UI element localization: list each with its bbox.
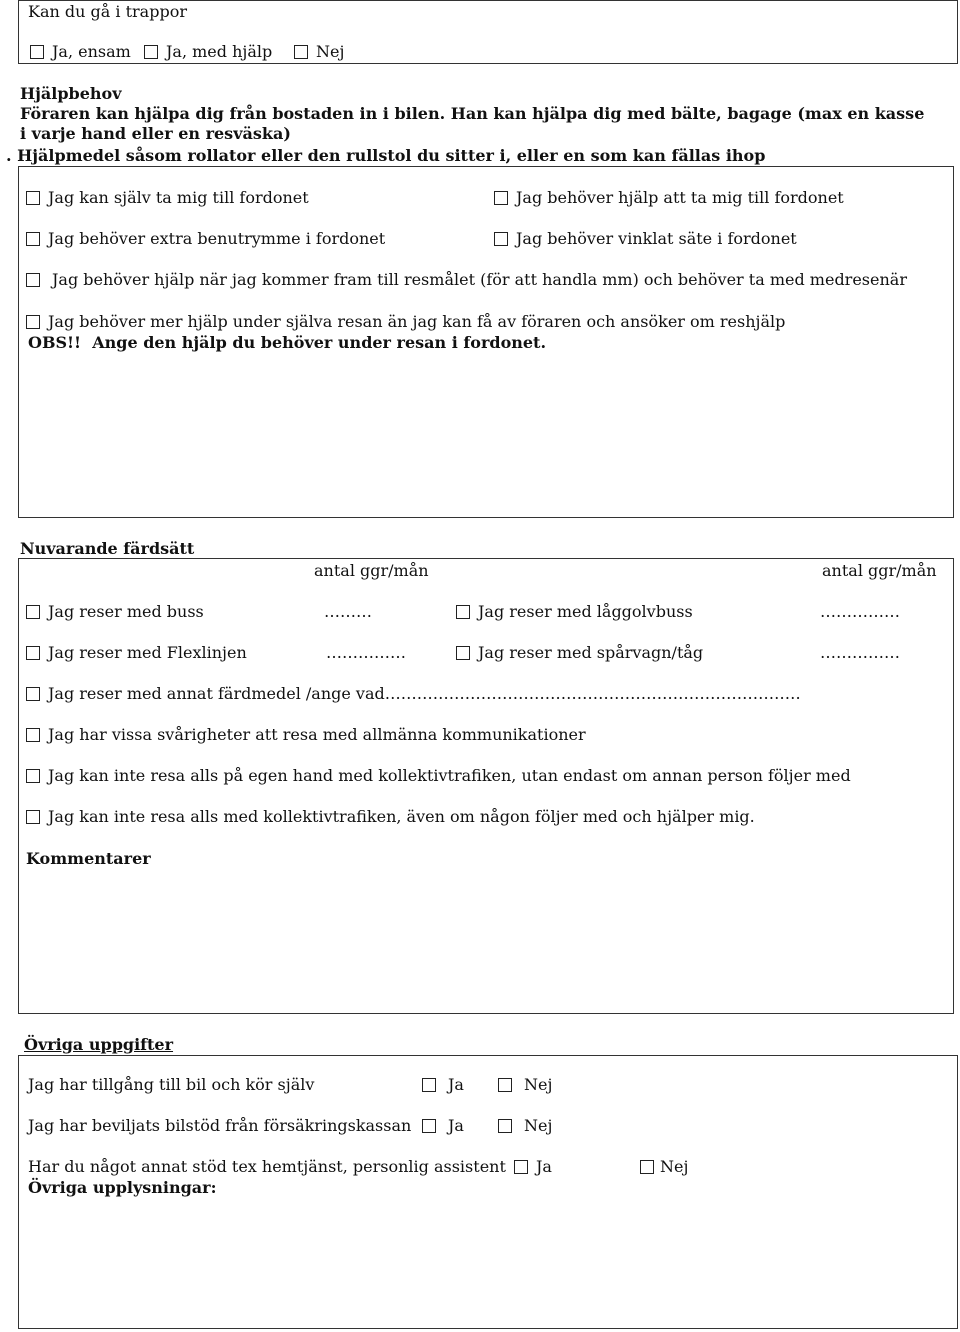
help-text-line1: Föraren kan hjälpa dig från bostaden in i bilen. Han kan hjälpa dig med bälte, bagage (max en kasse: [20, 104, 925, 123]
checkbox[interactable]: [514, 1160, 528, 1174]
checkbox[interactable]: [26, 605, 40, 619]
obs-text: Ange den hjälp du behöver under resan i fordonet.: [92, 333, 547, 352]
checkbox[interactable]: [26, 273, 40, 287]
help-option-legroom[interactable]: [26, 229, 385, 249]
car-yes-option[interactable]: [422, 1075, 464, 1095]
checkbox[interactable]: [498, 1119, 512, 1133]
travel-option-flexlinjen[interactable]: [26, 643, 247, 663]
option-label: Jag behöver extra benutrymme i fordonet: [48, 229, 386, 248]
option-label: Ja: [536, 1157, 552, 1176]
grant-yes-option[interactable]: [422, 1116, 464, 1136]
flex-frequency-field[interactable]: ……………: [326, 643, 406, 662]
checkbox[interactable]: [144, 45, 158, 59]
option-label: Jag reser med spårvagn/tåg: [478, 643, 704, 662]
obs-label: OBS!!: [28, 333, 82, 352]
option-label: Jag reser med buss: [48, 602, 204, 621]
option-label: Jag behöver mer hjälp under själva resan än jag kan få av föraren och ansöker om reshjälp: [48, 312, 786, 331]
stairs-option-alone[interactable]: [30, 42, 131, 62]
checkbox[interactable]: [26, 810, 40, 824]
travel-option-lowfloor-bus[interactable]: [456, 602, 693, 622]
checkbox[interactable]: [494, 191, 508, 205]
option-label: Nej: [524, 1075, 553, 1094]
travel-option-rail[interactable]: [456, 643, 703, 663]
help-text-line2: i varje hand eller en resväska): [20, 124, 291, 143]
checkbox[interactable]: [294, 45, 308, 59]
checkbox[interactable]: [26, 191, 40, 205]
stairs-option-no[interactable]: [294, 42, 344, 62]
checkbox[interactable]: [26, 687, 40, 701]
option-label: Nej: [660, 1157, 689, 1176]
bus-frequency-field[interactable]: ………: [324, 602, 372, 621]
support-yes-option[interactable]: [514, 1157, 552, 1177]
option-label: Jag behöver hjälp när jag kommer fram till resmålet (för att handla mm) och behöver ta med medresenär: [52, 270, 907, 289]
checkbox[interactable]: [498, 1078, 512, 1092]
option-label: Ja, med hjälp: [166, 42, 273, 61]
car-question: Jag har tillgång till bil och kör själv: [28, 1075, 315, 1094]
checkbox[interactable]: [26, 769, 40, 783]
grant-no-option[interactable]: [498, 1116, 552, 1136]
travel-frame: [18, 558, 954, 1014]
comments-label: Kommentarer: [26, 849, 151, 868]
help-option-need-help[interactable]: [494, 188, 844, 208]
stairs-option-with-help[interactable]: [144, 42, 272, 62]
travel-col-header-1: antal ggr/mån: [314, 561, 429, 580]
additional-info-label: Övriga upplysningar:: [28, 1178, 217, 1197]
grant-question: Jag har beviljats bilstöd från försäkringskassan: [28, 1116, 412, 1135]
checkbox[interactable]: [26, 315, 40, 329]
travel-col-header-2: antal ggr/mån: [822, 561, 937, 580]
option-label: Ja: [448, 1116, 464, 1135]
travel-option-other[interactable]: [26, 684, 801, 704]
option-label: Ja, ensam: [52, 42, 131, 61]
help-heading: Hjälpbehov: [20, 84, 122, 103]
car-no-option[interactable]: [498, 1075, 552, 1095]
option-label: Ja: [448, 1075, 464, 1094]
option-label: Nej: [524, 1116, 553, 1135]
travel-option-difficulties[interactable]: [26, 725, 586, 745]
obs-note: [28, 333, 546, 353]
checkbox[interactable]: [26, 232, 40, 246]
checkbox[interactable]: [494, 232, 508, 246]
checkbox[interactable]: [30, 45, 44, 59]
checkbox[interactable]: [422, 1078, 436, 1092]
help-option-angled-seat[interactable]: [494, 229, 797, 249]
support-question: Har du något annat stöd tex hemtjänst, personlig assistent: [28, 1157, 506, 1176]
checkbox[interactable]: [26, 728, 40, 742]
travel-option-cannot-alone[interactable]: [26, 766, 851, 786]
option-label: Jag reser med låggolvbuss: [478, 602, 693, 621]
option-label: Jag behöver hjälp att ta mig till fordonet: [516, 188, 844, 207]
travel-option-bus[interactable]: [26, 602, 204, 622]
option-label: Jag kan inte resa alls på egen hand med kollektivtrafiken, utan endast om annan person följer med: [48, 766, 851, 785]
checkbox[interactable]: [422, 1119, 436, 1133]
checkbox[interactable]: [456, 646, 470, 660]
rail-frequency-field[interactable]: ……………: [820, 643, 900, 662]
lowfloor-frequency-field[interactable]: ……………: [820, 602, 900, 621]
option-label: Jag reser med annat färdmedel /ange vad……………………………………………………………………: [48, 684, 801, 703]
option-label: Jag har vissa svårigheter att resa med allmänna kommunikationer: [48, 725, 586, 744]
checkbox[interactable]: [640, 1160, 654, 1174]
help-text-line3: . Hjälpmedel såsom rollator eller den rullstol du sitter i, eller en som kan fällas ihop: [6, 146, 766, 165]
option-label: Jag reser med Flexlinjen: [48, 643, 247, 662]
option-label: Nej: [316, 42, 345, 61]
option-label: Jag kan själv ta mig till fordonet: [48, 188, 309, 207]
help-option-more-help[interactable]: [26, 312, 785, 332]
other-heading: Övriga uppgifter: [24, 1035, 174, 1054]
support-no-option[interactable]: [640, 1157, 688, 1177]
option-label: Jag behöver vinklat säte i fordonet: [516, 229, 797, 248]
help-option-destination[interactable]: [26, 270, 907, 290]
travel-option-cannot-at-all[interactable]: [26, 807, 755, 827]
help-option-self[interactable]: [26, 188, 309, 208]
option-label: Jag kan inte resa alls med kollektivtrafiken, även om någon följer med och hjälper mig.: [48, 807, 755, 826]
travel-heading: Nuvarande färdsätt: [20, 539, 195, 558]
checkbox[interactable]: [26, 646, 40, 660]
stairs-question: Kan du gå i trappor: [28, 2, 187, 21]
checkbox[interactable]: [456, 605, 470, 619]
